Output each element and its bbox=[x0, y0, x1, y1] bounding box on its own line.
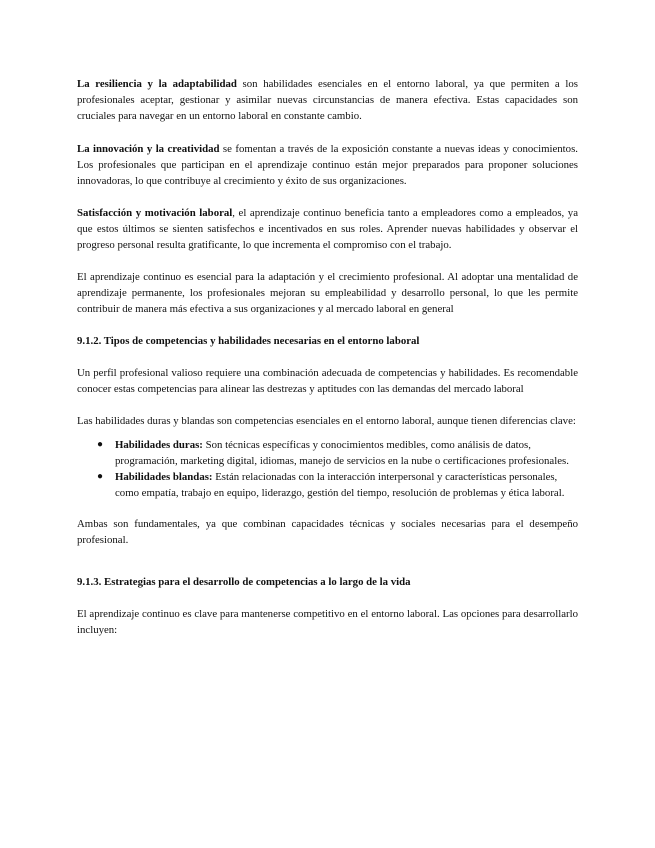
list-item-soft-skills bbox=[77, 469, 573, 501]
bullet-icon: ● bbox=[97, 439, 104, 450]
paragraph-hard-soft-intro: Las habilidades duras y blandas son competencias esenciales en el entorno laboral, aunque tienen diferencias clave: bbox=[77, 415, 576, 427]
paragraph-both-fundamental: Ambas son fundamentales, ya que combinan capacidades técnicas y sociales necesarias para el desempeño profesional. bbox=[77, 518, 578, 546]
paragraph-innovation-text: se fomentan a través de la exposición constante a nuevas ideas y conocimientos. Los profesionales que participan en el aprendizaje continuo están mejor preparados para proponer soluciones innovadoras, lo que contribuye al crecimiento y éxito de sus organizaciones. bbox=[77, 143, 578, 187]
paragraph-continuous-learning: El aprendizaje continuo es esencial para la adaptación y el crecimiento profesional. Al adoptar una mentalidad de aprendizaje permanente, los profesionales mejoran su empleabilidad y desarrollo personal, lo que les permite contribuir de manera más efectiva a sus organizaciones y al mercado laboral en general bbox=[77, 271, 578, 315]
term-satisfaction: Satisfacción y motivación laboral bbox=[77, 207, 233, 219]
section-heading-estrategias: 9.1.3. Estrategias para el desarrollo de competencias a lo largo de la vida bbox=[77, 576, 411, 588]
paragraph-resilience bbox=[77, 76, 578, 124]
term-resilience: La resiliencia y la adaptabilidad bbox=[77, 78, 237, 90]
list-item-hard-skills bbox=[77, 437, 573, 469]
term-innovation: La innovación y la creatividad bbox=[77, 143, 220, 155]
soft-skills-text: Están relacionadas con la interacción interpersonal y características personales, como empatía, trabajo en equipo, liderazgo, gestión del tiempo, resolución de problemas y ética laboral. bbox=[115, 471, 565, 499]
document-page bbox=[77, 76, 578, 638]
section-heading-competencias: 9.1.2. Tipos de competencias y habilidades necesarias en el entorno laboral bbox=[77, 335, 420, 347]
paragraph-satisfaction-text: , el aprendizaje continuo beneficia tanto a empleadores como a empleados, ya que estos últimos se sienten satisfechos e incentivados en sus roles. Aprender nuevas habilidades y observar el progreso personal resulta gratificante, lo que incrementa el compromiso con el trabajo. bbox=[77, 207, 578, 251]
term-hard-skills: Habilidades duras: bbox=[115, 439, 203, 451]
paragraph-resilience-text: son habilidades esenciales en el entorno laboral, ya que permiten a los profesionales aceptar, gestionar y asimilar nuevas circunstancias de manera efectiva. Estas capacidades son cruciales para navegar en un entorno laboral en constante cambio. bbox=[77, 78, 578, 122]
paragraph-profile: Un perfil profesional valioso requiere una combinación adecuada de competencias y habilidades. Es recomendable conocer estas competencias para alinear las destrezas y aptitudes con las demandas del mercado laboral bbox=[77, 367, 578, 395]
term-soft-skills: Habilidades blandas: bbox=[115, 471, 213, 483]
paragraph-innovation bbox=[77, 141, 578, 189]
bullet-icon: ● bbox=[97, 471, 104, 482]
paragraph-satisfaction bbox=[77, 205, 578, 253]
paragraph-strategies: El aprendizaje continuo es clave para mantenerse competitivo en el entorno laboral. Las opciones para desarrollarlo incluyen: bbox=[77, 608, 578, 636]
hard-skills-text: Son técnicas específicas y conocimientos medibles, como análisis de datos, programación, marketing digital, idiomas, manejo de servicios en la nube o certificaciones profesionales. bbox=[115, 439, 569, 467]
skills-list bbox=[77, 437, 578, 501]
